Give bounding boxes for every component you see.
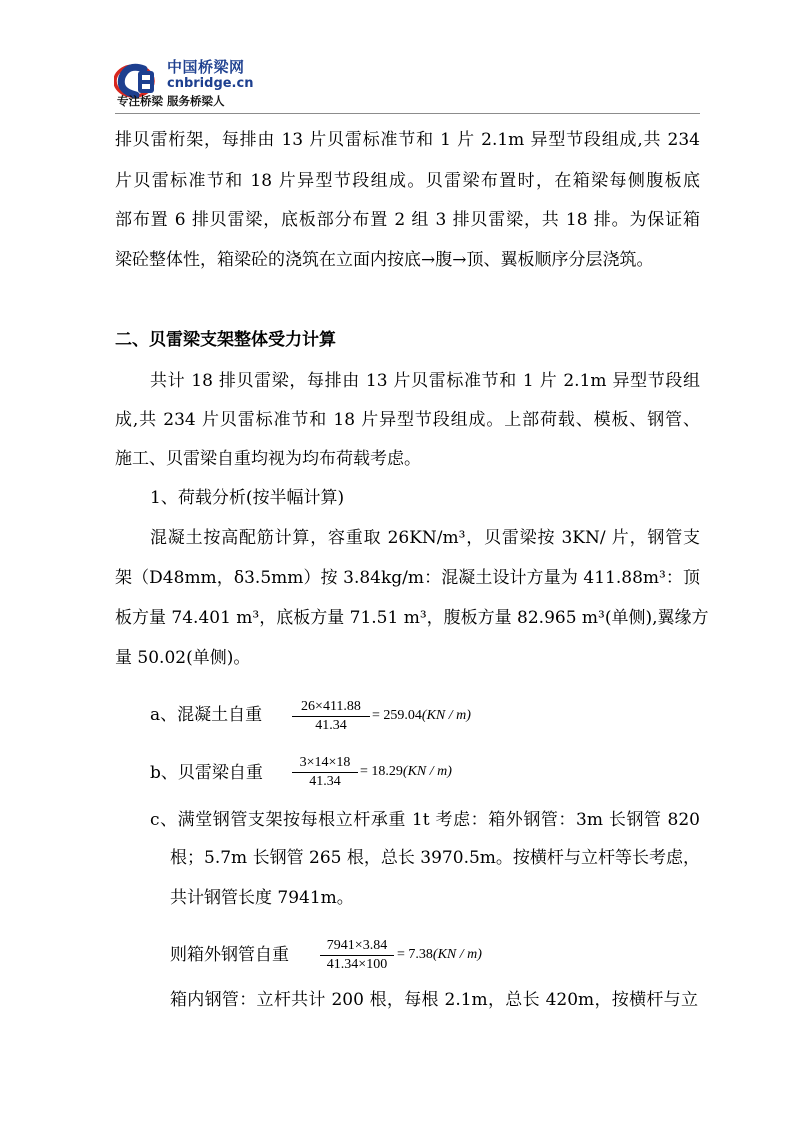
formula-a-numerator: 26×411.88 xyxy=(301,699,361,714)
formula-b-numerator: 3×14×18 xyxy=(299,755,351,770)
formula-d-label: 则箱外钢管自重 xyxy=(170,945,289,965)
formula-b-fraction xyxy=(292,754,358,791)
subsection-title: 1、荷载分析(按半幅计算) xyxy=(150,488,345,508)
formula-a-result xyxy=(372,707,471,725)
formula-b-denominator: 41.34 xyxy=(309,774,341,789)
item-c-line-1: c、满堂钢管支架按每根立杆承重 1t 考虑：箱外钢管：3m 长钢管 820 xyxy=(150,810,700,830)
item-c-line-2: 根；5.7m 长钢管 265 根，总长 3970.5m。按横杆与立杆等长考虑， xyxy=(170,848,700,868)
para3-line-2: 架（D48mm，δ3.5mm）按 3.84kg/m：混凝土设计方量为 411.88m³：顶 xyxy=(115,568,700,588)
para4-line-1: 箱内钢管：立杆共计 200 根，每根 2.1m，总长 420m，按横杆与立 xyxy=(170,990,698,1010)
formula-a-unit: (KN / m) xyxy=(421,708,471,723)
para2-line-1: 共计 18 排贝雷梁，每排由 13 片贝雷标准节和 1 片 2.1m 异型节段组 xyxy=(150,371,700,391)
formula-b-unit: (KN / m) xyxy=(402,764,452,779)
formula-a-label: a、混凝土自重 xyxy=(150,705,263,725)
logo-slogan: 专注桥梁 服务桥梁人 xyxy=(117,94,225,108)
logo-domain: cnbridge.cn xyxy=(167,76,254,91)
formula-b-label: b、贝雷梁自重 xyxy=(150,763,263,783)
logo-name-cn: 中国桥梁网 xyxy=(167,58,245,76)
item-c-line-3: 共计钢管长度 7941m。 xyxy=(170,888,354,908)
para2-line-2: 成,共 234 片贝雷标准节和 18 片异型节段组成。上部荷载、模板、钢管、 xyxy=(115,410,700,430)
header-divider xyxy=(115,113,700,114)
para1-line-2: 片贝雷标准节和 18 片异型节段组成。贝雷梁布置时，在箱梁每侧腹板底 xyxy=(115,171,700,191)
formula-d-numerator: 7941×3.84 xyxy=(326,938,388,953)
formula-a-denominator: 41.34 xyxy=(315,718,347,733)
formula-a-fraction xyxy=(292,698,370,735)
para1-line-1: 排贝雷桁架，每排由 13 片贝雷标准节和 1 片 2.1m 异型节段组成,共 234 xyxy=(115,130,700,150)
para2-line-3: 施工、贝雷梁自重均视为均布荷载考虑。 xyxy=(115,449,421,469)
section-title: 二、贝雷梁支架整体受力计算 xyxy=(115,330,336,350)
para3-line-1: 混凝土按高配筋计算，容重取 26KN/m³，贝雷梁按 3KN/ 片，钢管支 xyxy=(150,528,700,548)
formula-b-result xyxy=(360,763,452,781)
formula-d-unit: (KN / m) xyxy=(432,947,482,962)
formula-b-value: = 18.29 xyxy=(360,764,403,779)
para3-line-4: 量 50.02(单侧)。 xyxy=(115,648,251,668)
formula-d-denominator: 41.34×100 xyxy=(326,957,388,972)
formula-d-value: = 7.38 xyxy=(397,947,433,962)
formula-d-fraction xyxy=(320,937,394,974)
formula-d-result xyxy=(397,946,482,964)
para1-line-3: 部布置 6 排贝雷梁，底板部分布置 2 组 3 排贝雷梁，共 18 排。为保证箱 xyxy=(115,210,700,230)
para1-line-4: 梁砼整体性，箱梁砼的浇筑在立面内按底→腹→顶、翼板顺序分层浇筑。 xyxy=(115,250,654,270)
para3-line-3: 板方量 74.401 m³，底板方量 71.51 m³，腹板方量 82.965 m³(单侧),翼缘方 xyxy=(115,608,709,628)
formula-a-value: = 259.04 xyxy=(372,708,422,723)
